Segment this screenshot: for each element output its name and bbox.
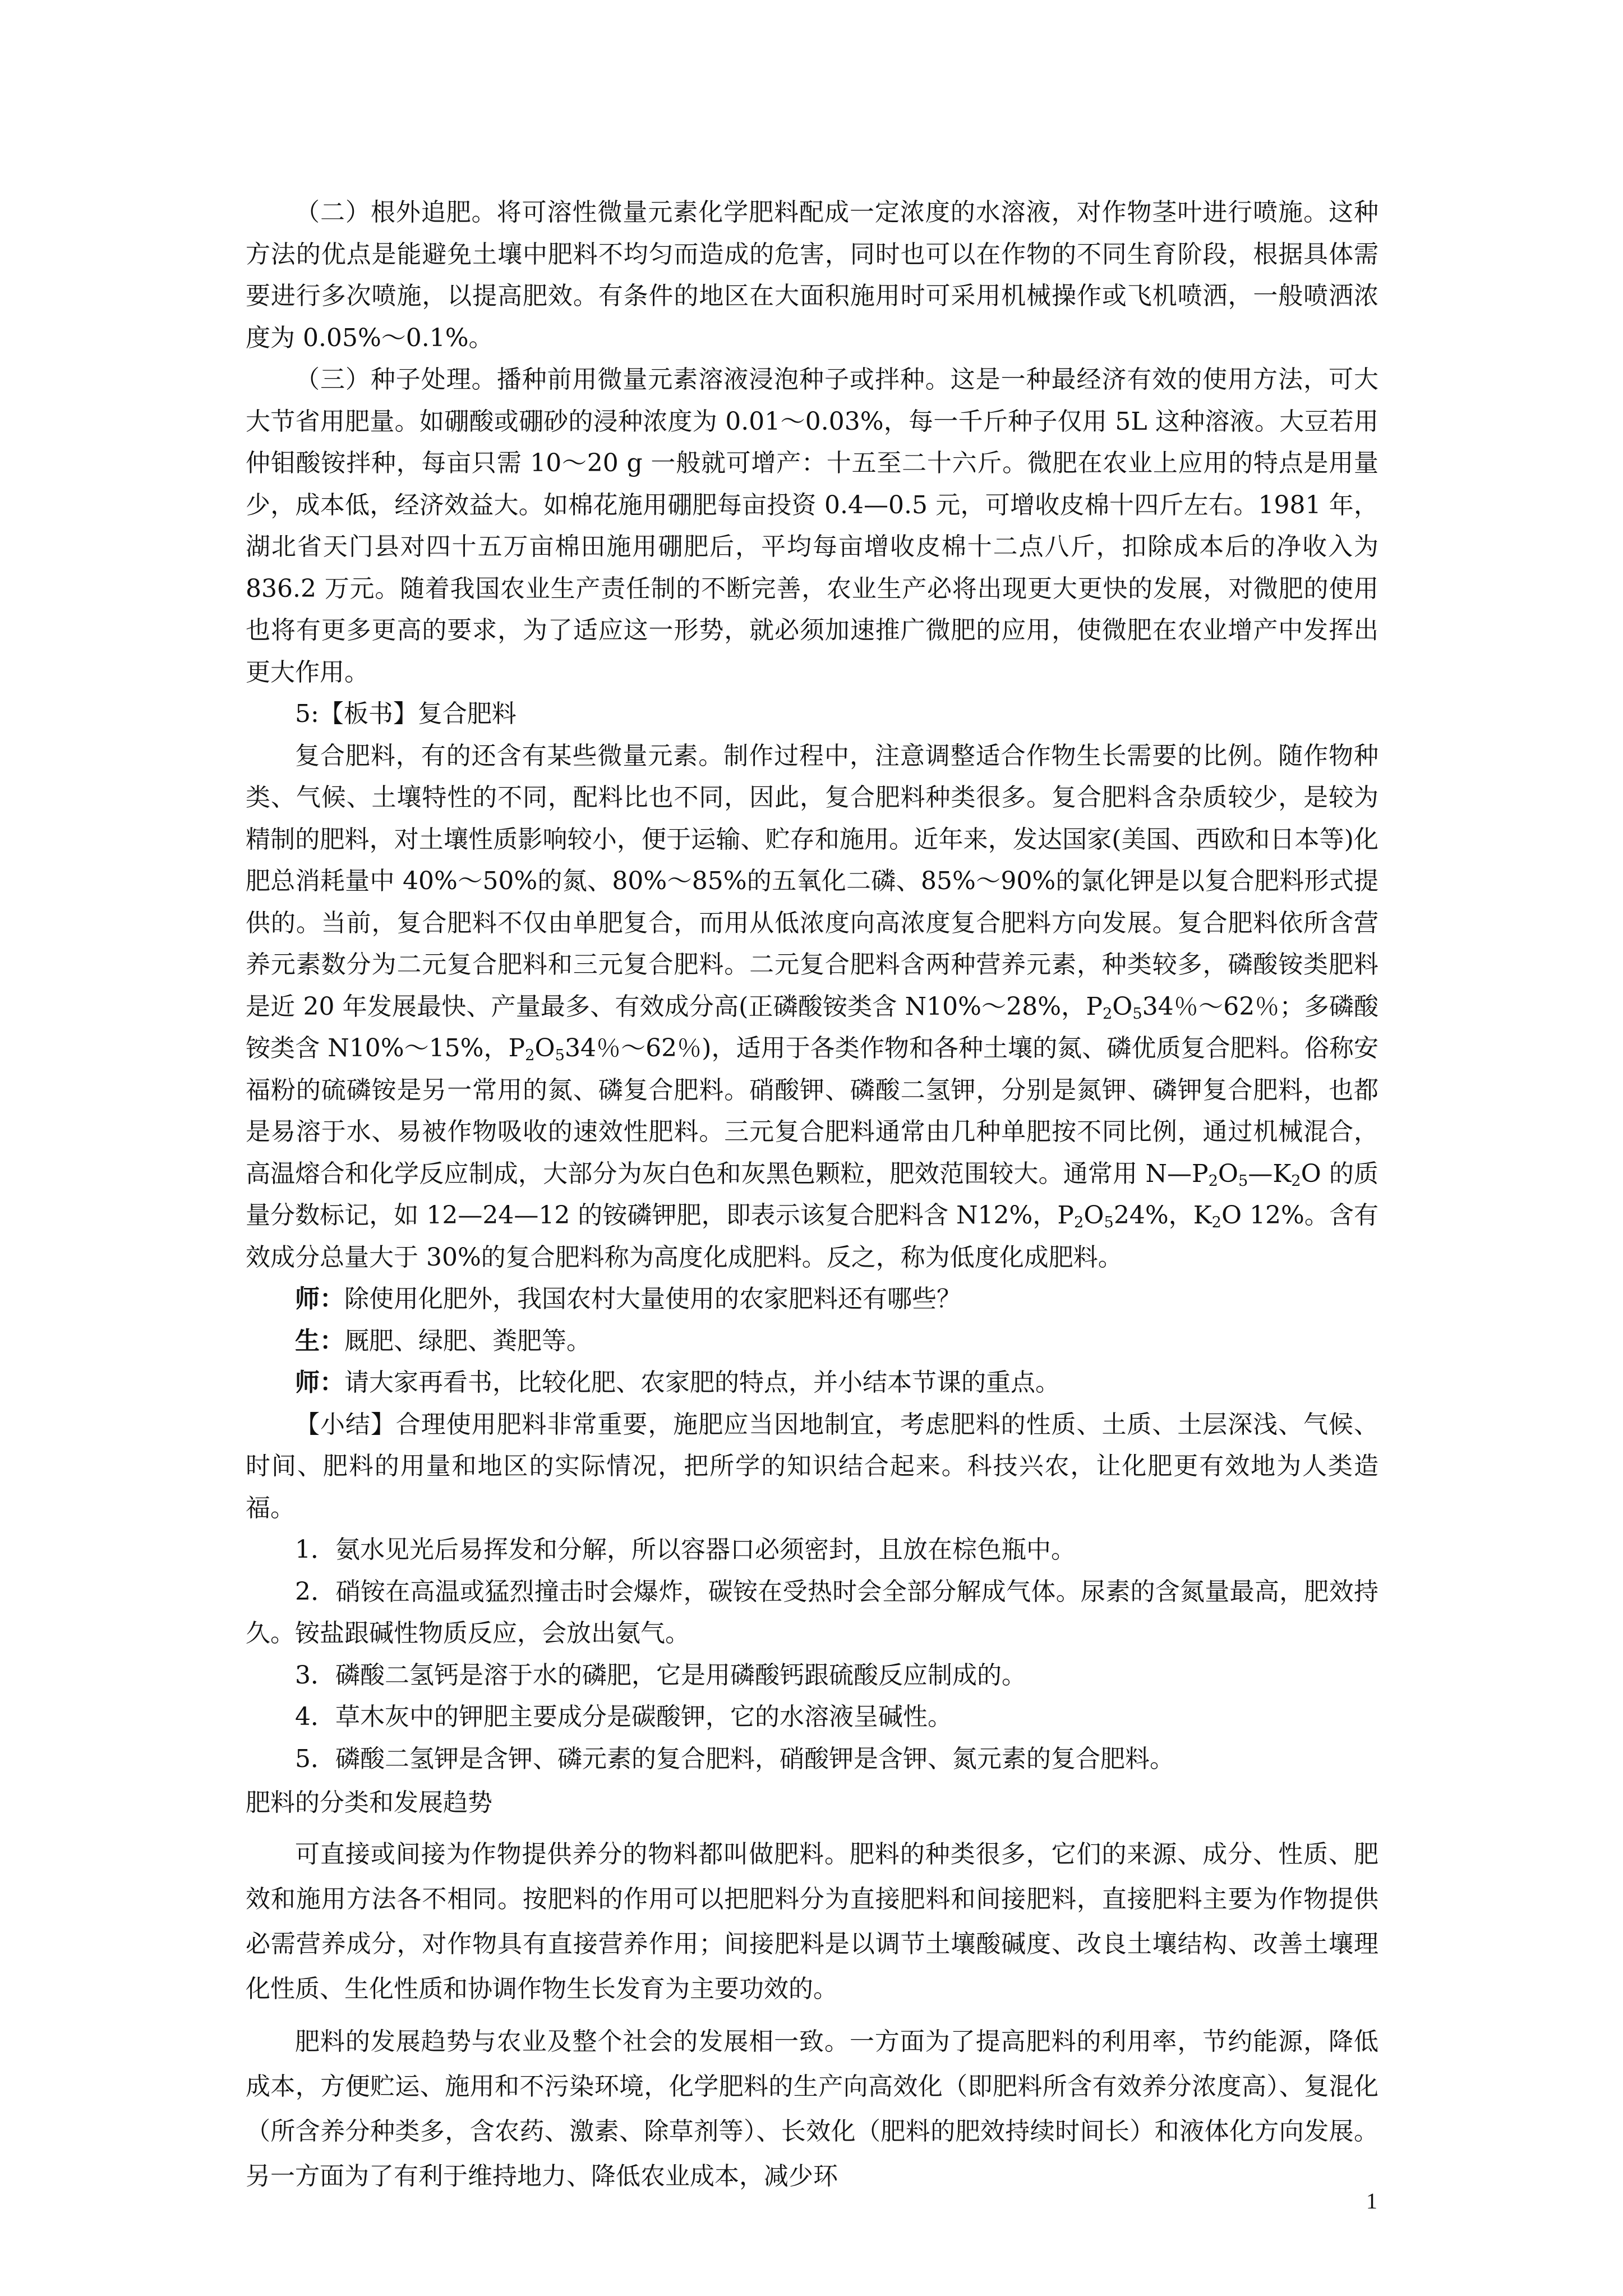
dialogue-text: 厩肥、绿肥、粪肥等。	[344, 1326, 591, 1355]
dialogue-student	[246, 1320, 1378, 1363]
section-paragraph-classification: 可直接或间接为作物提供养分的物料都叫做肥料。肥料的种类很多，它们的来源、成分、性质、肥效和施用方法各不相同。按肥料的作用可以把肥料分为直接肥料和间接肥料，直接肥料主要为作物提供必需营养成分，对作物具有直接营养作用；间接肥料是以调节土壤酸碱度、改良土壤结构、改善土壤理化性质、生化性质和协调作物生长发育为主要功效的。	[246, 1839, 1378, 2003]
text-segment: O 12%。含有效成分总量大于 30%的复合肥料称为高度化成肥料。反之，称为低度化成肥料。	[246, 1201, 1379, 1272]
section-title: 肥料的分类和发展趋势	[246, 1788, 492, 1817]
page-number: 1	[1366, 2188, 1377, 2214]
subscript: 2	[1291, 1172, 1301, 1190]
document-body	[246, 192, 1378, 2199]
subscript: 2	[1074, 1213, 1084, 1231]
speaker-label: 师：	[295, 1285, 344, 1313]
paragraph-foliar-fertilizing: （二）根外追肥。将可溶性微量元素化学肥料配成一定浓度的水溶液，对作物茎叶进行喷施。这种方法的优点是能避免土壤中肥料不均匀而造成的危害，同时也可以在作物的不同生育阶段，根据具体需要进行多次喷施，以提高肥效。有条件的地区在大面积施用时可采用机械操作或飞机喷洒，一般喷洒浓度为 0.05%～0.1%。	[246, 198, 1378, 352]
summary-item-3: 3．磷酸二氢钙是溶于水的磷肥，它是用磷酸钙跟硫酸反应制成的。	[295, 1660, 1026, 1690]
speaker-label: 生：	[295, 1326, 344, 1355]
speaker-label: 师：	[295, 1368, 344, 1397]
subscript: 5	[1104, 1213, 1114, 1231]
paragraph-seed-treatment: （三）种子处理。播种前用微量元素溶液浸泡种子或拌种。这是一种最经济有效的使用方法，可大大节省用肥量。如硼酸或硼砂的浸种浓度为 0.01～0.03%，每一千斤种子仅用 5L 这种溶液。大豆若用仲钼酸铵拌种，每亩只需 10～20 g 一般就可增产：十五至二十六斤。微肥在农业上应用的特点是用量少，成本低，经济效益大。如棉花施用硼肥每亩投资 0.4—0.5 元，可增收皮棉十四斤左右。1981 年，湖北省天门县对四十五万亩棉田施用硼肥后，平均每亩增收皮棉十二点八斤，扣除成本后的净收入为 836.2 万元。随着我国农业生产责任制的不断完善，农业生产必将出现更大更快的发展，对微肥的使用也将有更多更高的要求，为了适应这一形势，就必须加速推广微肥的应用，使微肥在农业增产中发挥出更大作用。	[246, 365, 1378, 687]
text-segment: 复合肥料，有的还含有某些微量元素。制作过程中，注意调整适合作物生长需要的比例。随作物种类、气候、土壤特性的不同，配料比也不同，因此，复合肥料种类很多。复合肥料含杂质较少，是较为精制的肥料，对土壤性质影响较小，便于运输、贮存和施用。近年来，发达国家(美国、西欧和日本等)化肥总消耗量中 40%～50%的氮、80%～85%的五氧化二磷、85%～90%的氯化钾是以复合肥料形式提供的。当前，复合肥料不仅由单肥复合，而用从低浓度向高浓度复合肥料方向发展。复合肥料依所含营养元素数分为二元复合肥料和三元复合肥料。二元复合肥料含两种营养元素，种类较多，磷酸铵类肥料是近 20 年发展最快、产量最多、有效成分高(正磷酸铵类含 N10%～28%，P	[246, 741, 1378, 1021]
text-segment: 34％～62％；多磷酸铵类含 N10%～15%，P	[246, 992, 1378, 1062]
text-segment: O 的质量分数标记，如 12—24—12 的铵磷钾肥，即表示该复合肥料含 N12%，P	[246, 1159, 1379, 1230]
subscript: 2	[1211, 1213, 1221, 1231]
blackboard-heading: 5:【板书】复合肥料	[295, 700, 517, 728]
text-segment: 34％～62％)，适用于各类作物和各种土壤的氮、磷优质复合肥料。俗称安福粉的硫磷铵是另一常用的氮、磷复合肥料。硝酸钾、磷酸二氢钾，分别是氮钾、磷钾复合肥料，也都是易溶于水、易被作物吸收的速效性肥料。三元复合肥料通常由几种单肥按不同比例，通过机械混合，高温熔合和化学反应制成，大部分为灰白色和灰黑色颗粒，肥效范围较大。通常用 N—P	[246, 1034, 1379, 1188]
dialogue-teacher	[246, 1362, 1378, 1404]
summary-paragraph: 【小结】合理使用肥料非常重要，施肥应当因地制宜，考虑肥料的性质、土质、土层深浅、气候、时间、肥料的用量和地区的实际情况，把所学的知识结合起来。科技兴农，让化肥更有效地为人类造福。	[246, 1410, 1378, 1522]
subscript: 2	[525, 1046, 535, 1064]
summary-item-4: 4．草木灰中的钾肥主要成分是碳酸钾，它的水溶液呈碱性。	[295, 1703, 952, 1731]
subscript: 5	[555, 1046, 565, 1064]
section-paragraph-trends: 肥料的发展趋势与农业及整个社会的发展相一致。一方面为了提高肥料的利用率，节约能源，降低成本，方便贮运、施用和不污染环境，化学肥料的生产向高效化（即肥料所含有效养分浓度高）、复混化（所含养分种类多，含农药、激素、除草剂等）、长效化（肥料的肥效持续时间长）和液体化方向发展。另一方面为了有利于维持地力、降低农业成本，减少环	[246, 2027, 1378, 2191]
paragraph-compound-fertilizer: 复合肥料，有的还含有某些微量元素。制作过程中，注意调整适合作物生长需要的比例。随作物种类、气候、土壤特性的不同，配料比也不同，因此，复合肥料种类很多。复合肥料含杂质较少，是较为精制的肥料，对土壤性质影响较小，便于运输、贮存和施用。近年来，发达国家(美国、西欧和日本等)化肥总消耗量中 40%～50%的氮、80%～85%的五氧化二磷、85%～90%的氯化钾是以复合肥料形式提供的。当前，复合肥料不仅由单肥复合，而用从低浓度向高浓度复合肥料方向发展。复合肥料依所含营养元素数分为二元复合肥料和三元复合肥料。二元复合肥料含两种营养元素，种类较多，磷酸铵类肥料是近 20 年发展最快、产量最多、有效成分高(正磷酸铵类含 N10%～28%，$P_2O_534$％～62％；多磷酸铵类含 N10%～15%，$P_2O_534$％～62％)，适用于各类作物和各种土壤的氮、磷优质复合肥料。俗称安福粉的硫磷铵是另一常用的氮、磷复合肥料。硝酸钾、磷酸二氢钾，分别是氮钾、磷钾复合肥料，也都是易溶于水、易被作物吸收的速效性肥料。三元复合肥料通常由几种单肥按不同比例，通过机械混合，高温熔合和化学反应制成，大部分为灰白色和灰黑色颗粒，肥效范围较大。通常用 $N—P_2O_5—K_2O$ 的质量分数标记，如 12—24—12 的铵磷钾肥，即表示该复合肥料含 N12%，$P_2O_524\%$，$K_2O$ 12%。含有效成分总量大于 30%的复合肥料称为高度化成肥料。反之，称为低度化成肥料。	[246, 741, 1379, 1272]
summary-item-1: 1．氨水见光后易挥发和分解，所以容器口必须密封，且放在棕色瓶中。	[295, 1535, 1076, 1564]
text-segment: 24%，K	[1113, 1201, 1212, 1230]
subscript: 2	[1102, 1005, 1113, 1023]
summary-item-5: 5．磷酸二氢钾是含钾、磷元素的复合肥料，硝酸钾是含钾、氮元素的复合肥料。	[295, 1744, 1174, 1773]
subscript: 5	[1132, 1005, 1142, 1023]
subscript: 5	[1238, 1172, 1248, 1190]
dialogue-text: 除使用化肥外，我国农村大量使用的农家肥料还有哪些？	[344, 1285, 961, 1313]
text-segment: —K	[1248, 1159, 1292, 1188]
subscript: 2	[1208, 1172, 1218, 1190]
summary-item-2: 2．硝铵在高温或猛烈撞击时会爆炸，碳铵在受热时会全部分解成气体。尿素的含氮量最高，肥效持久。铵盐跟碱性物质反应，会放出氨气。	[246, 1577, 1378, 1648]
dialogue-text: 请大家再看书，比较化肥、农家肥的特点，并小结本节课的重点。	[344, 1368, 1060, 1397]
dialogue-teacher	[246, 1278, 1378, 1320]
